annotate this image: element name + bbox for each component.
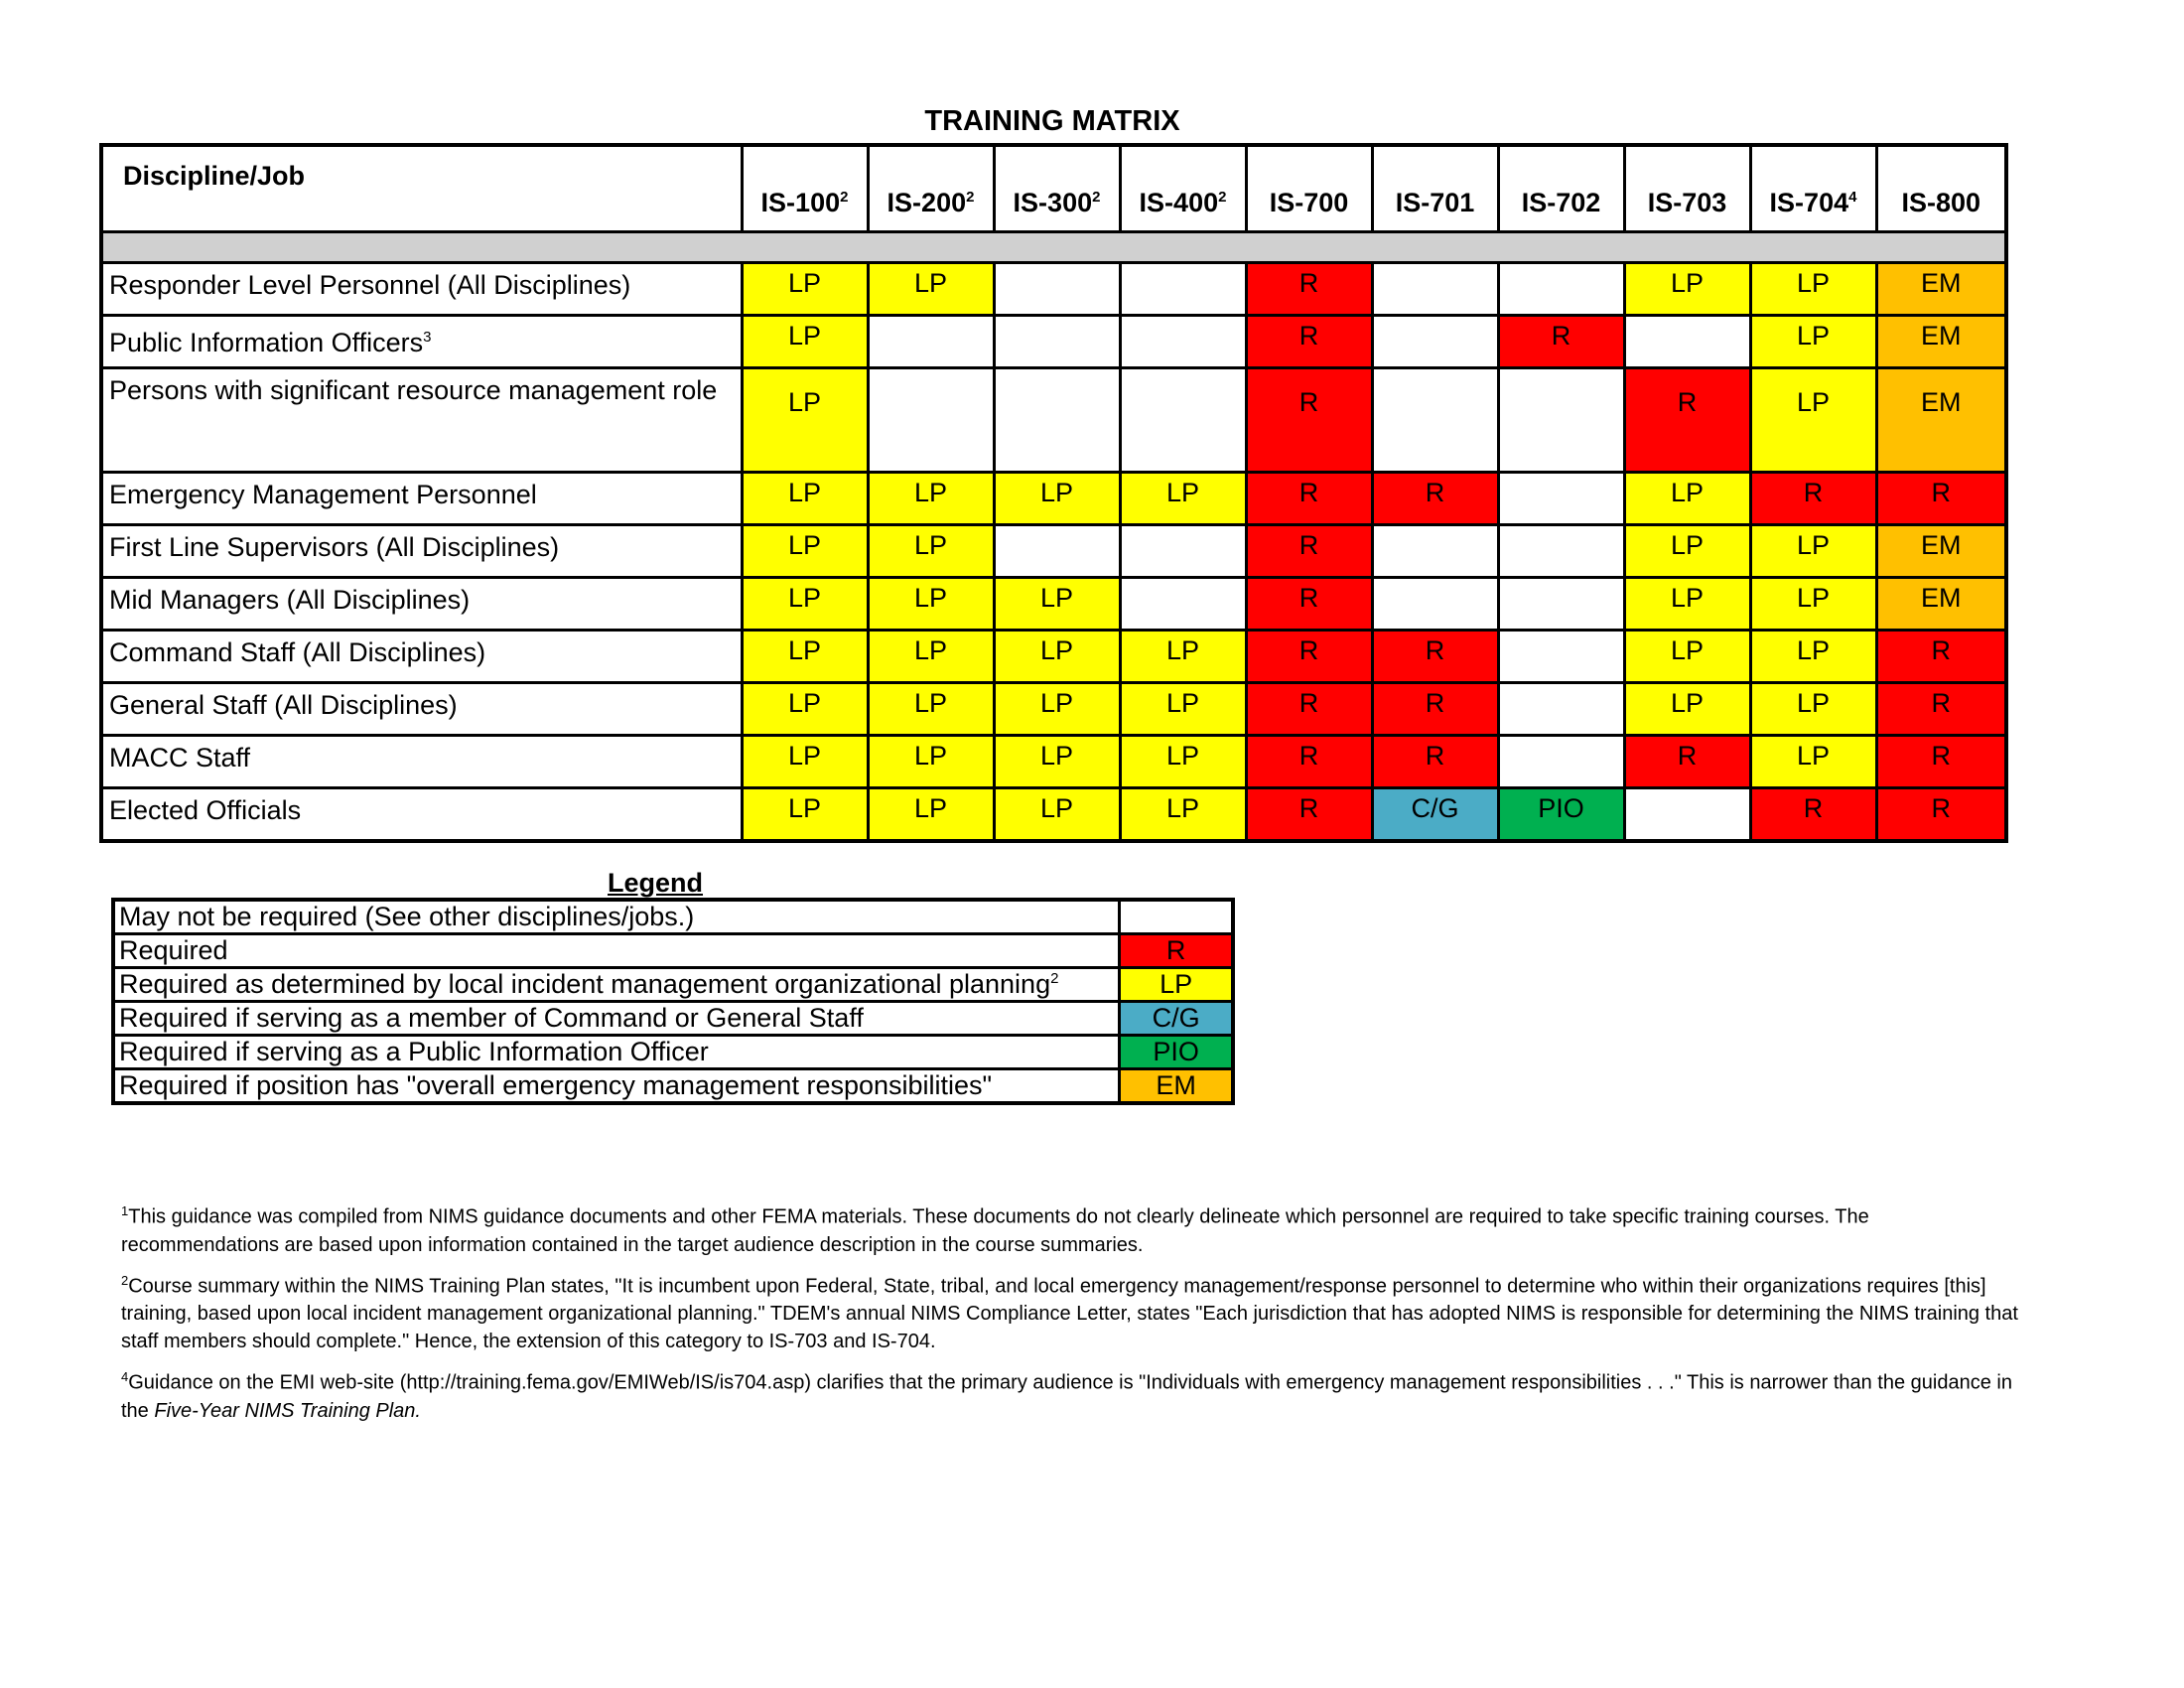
legend-description-text: Required as determined by local incident management organizational planning [119, 969, 1051, 999]
job-label-text: Public Information Officers [109, 328, 424, 357]
matrix-cell: LP [868, 578, 994, 631]
matrix-cell: R [1246, 263, 1372, 316]
job-label [101, 316, 742, 368]
matrix-cell [994, 316, 1120, 368]
matrix-cell: R [1624, 368, 1750, 473]
job-label [101, 683, 742, 736]
course-header-is-300 [994, 145, 1120, 232]
footnote-4-marker: 4 [121, 1369, 129, 1385]
matrix-cell: EM [1876, 263, 2006, 316]
legend-row [113, 900, 1233, 934]
matrix-cell [868, 316, 994, 368]
matrix-cell [1498, 736, 1624, 788]
course-code: IS-200 [887, 188, 967, 217]
table-row [101, 525, 2006, 578]
job-label-text: Responder Level Personnel (All Disciplines) [109, 270, 631, 300]
job-label [101, 736, 742, 788]
matrix-cell: LP [994, 683, 1120, 736]
matrix-cell: LP [1624, 525, 1750, 578]
matrix-cell [868, 368, 994, 473]
course-footnote-marker: 4 [1848, 189, 1857, 206]
table-row [101, 736, 2006, 788]
matrix-cell: LP [742, 578, 868, 631]
matrix-cell: LP [1624, 683, 1750, 736]
job-label-text: Persons with significant resource management role [109, 375, 718, 405]
legend-row [113, 1036, 1233, 1069]
legend-swatch: C/G [1120, 1002, 1233, 1036]
job-label-text: General Staff (All Disciplines) [109, 690, 458, 720]
legend-description-text: Required if serving as a Public Information Officer [119, 1037, 709, 1066]
matrix-cell: LP [1750, 578, 1876, 631]
matrix-cell [1372, 263, 1498, 316]
matrix-cell: LP [742, 736, 868, 788]
matrix-cell: R [1246, 736, 1372, 788]
matrix-cell: LP [1750, 368, 1876, 473]
matrix-cell [994, 368, 1120, 473]
course-code: IS-800 [1901, 188, 1981, 217]
course-header-is-701 [1372, 145, 1498, 232]
matrix-cell [1372, 525, 1498, 578]
legend-description-text: May not be required (See other disciplines/jobs.) [119, 902, 695, 931]
course-header-is-200 [868, 145, 994, 232]
matrix-cell: R [1246, 578, 1372, 631]
matrix-cell: EM [1876, 578, 2006, 631]
matrix-cell [994, 525, 1120, 578]
matrix-cell: R [1750, 473, 1876, 525]
course-header-is-400 [1120, 145, 1246, 232]
course-code: IS-700 [1269, 188, 1349, 217]
matrix-cell [1372, 368, 1498, 473]
matrix-cell: R [1246, 473, 1372, 525]
discipline-header: Discipline/Job [101, 145, 742, 232]
matrix-cell [1120, 316, 1246, 368]
footnote-2-marker: 2 [121, 1272, 129, 1288]
matrix-cell: LP [742, 525, 868, 578]
matrix-cell [994, 263, 1120, 316]
matrix-cell: LP [742, 788, 868, 841]
job-label [101, 788, 742, 841]
matrix-cell: R [1246, 316, 1372, 368]
legend-description [113, 968, 1120, 1002]
matrix-cell [1498, 473, 1624, 525]
matrix-cell: LP [742, 473, 868, 525]
header-row [101, 145, 2006, 232]
footnote-1-marker: 1 [121, 1203, 129, 1218]
job-label-text: First Line Supervisors (All Disciplines) [109, 532, 560, 562]
course-footnote-marker: 2 [1218, 189, 1227, 206]
course-header-is-704 [1750, 145, 1876, 232]
legend-table [111, 898, 1235, 1105]
course-footnote-marker: 2 [840, 189, 849, 206]
matrix-cell: LP [868, 631, 994, 683]
matrix-cell: R [1372, 683, 1498, 736]
matrix-cell: R [1246, 788, 1372, 841]
matrix-cell: LP [994, 736, 1120, 788]
job-label-text: MACC Staff [109, 743, 251, 773]
matrix-cell: LP [1120, 473, 1246, 525]
matrix-cell: LP [868, 263, 994, 316]
course-header-is-800 [1876, 145, 2006, 232]
job-label-text: Emergency Management Personnel [109, 480, 537, 509]
table-row [101, 316, 2006, 368]
matrix-cell: LP [1624, 263, 1750, 316]
table-row [101, 788, 2006, 841]
matrix-cell [1372, 578, 1498, 631]
table-row [101, 631, 2006, 683]
footnote-1 [121, 1197, 2027, 1259]
matrix-cell: LP [1624, 578, 1750, 631]
job-label-text: Elected Officials [109, 795, 302, 825]
matrix-cell: LP [868, 683, 994, 736]
matrix-cell: PIO [1498, 788, 1624, 841]
footnotes [121, 1197, 2027, 1433]
matrix-cell [1498, 631, 1624, 683]
matrix-cell: R [1246, 525, 1372, 578]
matrix-cell [1624, 788, 1750, 841]
matrix-cell [1624, 316, 1750, 368]
legend-row [113, 968, 1233, 1002]
matrix-cell: LP [742, 368, 868, 473]
table-row [101, 683, 2006, 736]
legend-row [113, 1069, 1233, 1104]
legend-description [113, 1002, 1120, 1036]
job-label [101, 368, 742, 473]
course-header-is-100 [742, 145, 868, 232]
matrix-cell: R [1246, 631, 1372, 683]
matrix-cell: LP [742, 683, 868, 736]
matrix-cell: LP [1750, 263, 1876, 316]
job-label [101, 578, 742, 631]
course-code: IS-704 [1769, 188, 1849, 217]
legend-description-text: Required if serving as a member of Command or General Staff [119, 1003, 864, 1033]
matrix-cell: LP [868, 473, 994, 525]
matrix-cell: LP [1750, 683, 1876, 736]
matrix-cell: LP [1120, 683, 1246, 736]
matrix-cell: R [1372, 473, 1498, 525]
matrix-cell: LP [1120, 788, 1246, 841]
legend-title: Legend [608, 868, 704, 898]
table-row [101, 368, 2006, 473]
matrix-cell: LP [742, 316, 868, 368]
matrix-cell: R [1876, 788, 2006, 841]
legend-description-text: Required if position has "overall emergency management responsibilities" [119, 1070, 993, 1100]
footnote-2 [121, 1267, 2027, 1356]
course-header-is-700 [1246, 145, 1372, 232]
matrix-cell [1498, 525, 1624, 578]
course-code: IS-100 [760, 188, 841, 217]
matrix-cell: R [1498, 316, 1624, 368]
matrix-cell: LP [1624, 473, 1750, 525]
matrix-cell: R [1624, 736, 1750, 788]
matrix-cell: R [1372, 631, 1498, 683]
matrix-cell: R [1876, 736, 2006, 788]
footnote-1-text: This guidance was compiled from NIMS guidance documents and other FEMA materials. These documents do not clearly delineate which personnel are required to take specific training courses. The recommendations are based upon information contained in the target audience description in the course summaries. [121, 1205, 1869, 1256]
matrix-cell: R [1246, 368, 1372, 473]
job-label-text: Command Staff (All Disciplines) [109, 637, 486, 667]
legend-description [113, 900, 1120, 934]
matrix-cell: R [1246, 683, 1372, 736]
job-label [101, 631, 742, 683]
matrix-cell: LP [868, 525, 994, 578]
footnote-4-text: Guidance on the EMI web-site (http://training.fema.gov/EMIWeb/IS/is704.asp) clarifies that the primary audience is "Individuals with emergency management responsibilities . . ." This is narrower than the guidance in the [121, 1371, 2012, 1422]
table-row [101, 578, 2006, 631]
matrix-cell: R [1876, 631, 2006, 683]
matrix-cell: LP [994, 578, 1120, 631]
footnote-2-text: Course summary within the NIMS Training Plan states, "It is incumbent upon Federal, State, tribal, and local emergency management/response personnel to determine who within their organizations requires [this] training, based upon local incident management organizational planning." TDEM's annual NIMS Compliance Letter, states "Each jurisdiction that has adopted NIMS is responsible for determining the NIMS training that staff members should complete." Hence, the extension of this category to IS-703 and IS-704. [121, 1275, 2018, 1353]
job-label [101, 525, 742, 578]
course-header-is-702 [1498, 145, 1624, 232]
matrix-cell: R [1750, 788, 1876, 841]
matrix-cell [1498, 578, 1624, 631]
matrix-cell: R [1372, 736, 1498, 788]
matrix-cell: R [1876, 683, 2006, 736]
legend-description-text: Required [119, 935, 228, 965]
matrix-cell: LP [994, 631, 1120, 683]
matrix-cell: EM [1876, 525, 2006, 578]
course-code: IS-300 [1013, 188, 1093, 217]
course-footnote-marker: 2 [1092, 189, 1101, 206]
matrix-cell: LP [1750, 736, 1876, 788]
course-code: IS-701 [1395, 188, 1475, 217]
legend-footnote-marker: 2 [1050, 970, 1059, 987]
job-footnote-marker: 3 [423, 329, 432, 346]
matrix-cell: LP [742, 263, 868, 316]
footnote-4-italic: Five-Year NIMS Training Plan. [154, 1399, 421, 1422]
table-row [101, 263, 2006, 316]
job-label-text: Mid Managers (All Disciplines) [109, 585, 471, 615]
course-footnote-marker: 2 [966, 189, 975, 206]
legend-row [113, 1002, 1233, 1036]
matrix-cell: LP [1120, 631, 1246, 683]
matrix-cell [1120, 263, 1246, 316]
course-header-is-703 [1624, 145, 1750, 232]
legend-swatch [1120, 900, 1233, 934]
training-matrix-table [99, 143, 2008, 843]
matrix-cell [1498, 683, 1624, 736]
legend-description [113, 1069, 1120, 1104]
matrix-cell: LP [994, 473, 1120, 525]
matrix-cell: R [1876, 473, 2006, 525]
matrix-cell [1120, 368, 1246, 473]
matrix-cell: EM [1876, 368, 2006, 473]
legend-swatch: R [1120, 934, 1233, 968]
course-code: IS-703 [1647, 188, 1727, 217]
matrix-cell: LP [742, 631, 868, 683]
course-code: IS-702 [1521, 188, 1601, 217]
legend-row [113, 934, 1233, 968]
matrix-cell: LP [1624, 631, 1750, 683]
matrix-cell [1498, 263, 1624, 316]
legend-description [113, 934, 1120, 968]
matrix-cell [1120, 578, 1246, 631]
job-label [101, 473, 742, 525]
matrix-cell: LP [1750, 316, 1876, 368]
matrix-cell [1120, 525, 1246, 578]
header-separator [101, 232, 2006, 263]
legend-swatch: EM [1120, 1069, 1233, 1104]
table-row [101, 473, 2006, 525]
matrix-cell: LP [868, 788, 994, 841]
matrix-cell [1372, 316, 1498, 368]
matrix-cell: LP [1750, 525, 1876, 578]
page-title: TRAINING MATRIX [924, 105, 1180, 137]
matrix-cell: EM [1876, 316, 2006, 368]
matrix-cell: C/G [1372, 788, 1498, 841]
course-code: IS-400 [1139, 188, 1219, 217]
legend-swatch: PIO [1120, 1036, 1233, 1069]
legend-description [113, 1036, 1120, 1069]
matrix-cell: LP [1750, 631, 1876, 683]
matrix-cell [1498, 368, 1624, 473]
matrix-cell: LP [994, 788, 1120, 841]
matrix-cell: LP [1120, 736, 1246, 788]
footnote-4 [121, 1363, 2027, 1425]
legend-swatch: LP [1120, 968, 1233, 1002]
matrix-cell: LP [868, 736, 994, 788]
job-label [101, 263, 742, 316]
